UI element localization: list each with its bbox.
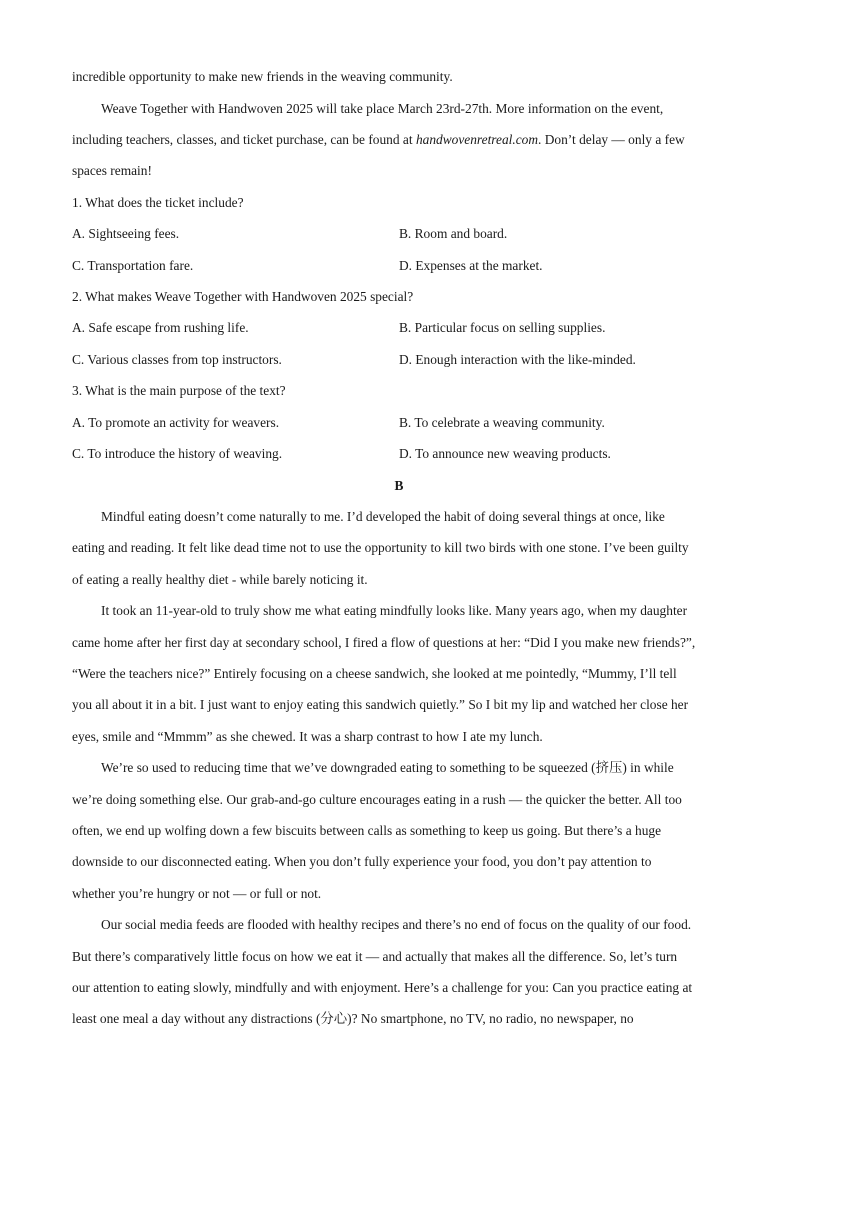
question-stem: 3. What is the main purpose of the text? bbox=[72, 383, 286, 398]
option-d: D. Enough interaction with the like-minded. bbox=[399, 352, 636, 367]
option-d: D. Expenses at the market. bbox=[399, 258, 543, 273]
paragraph-line: eating and reading. It felt like dead time not to use the opportunity to kill two birds with one stone. I’ve been guilty bbox=[72, 540, 689, 555]
option-c: C. To introduce the history of weaving. bbox=[72, 446, 283, 461]
option-c: C. Various classes from top instructors. bbox=[72, 352, 282, 367]
paragraph-line: we’re doing something else. Our grab-and-go culture encourages eating in a rush — the quicker the better. All too bbox=[72, 792, 682, 807]
passage-a-line: including teachers, classes, and ticket purchase, can be found at handwovenretreal.com. Don’t delay — only a few bbox=[72, 132, 685, 147]
option-a: A. Sightseeing fees. bbox=[72, 226, 180, 241]
paragraph-line: whether you’re hungry or not — or full or not. bbox=[72, 886, 322, 901]
option-a: A. To promote an activity for weavers. bbox=[72, 415, 280, 430]
paragraph-line: our attention to eating slowly, mindfully and with enjoyment. Here’s a challenge for you: Can you practice eating at bbox=[72, 980, 693, 995]
passage-a-line: Weave Together with Handwoven 2025 will take place March 23rd-27th. More information on the event, bbox=[101, 101, 664, 116]
paragraph-line: of eating a really healthy diet - while barely noticing it. bbox=[72, 572, 368, 587]
option-b: B. Particular focus on selling supplies. bbox=[399, 320, 606, 335]
option-a: A. Safe escape from rushing life. bbox=[72, 320, 249, 335]
question-stem: 1. What does the ticket include? bbox=[72, 195, 244, 210]
paragraph-line: Mindful eating doesn’t come naturally to me. I’d developed the habit of doing several things at once, like bbox=[101, 509, 665, 524]
paragraph-line: you all about it in a bit. I just want to enjoy eating this sandwich quietly.” So I bit my lip and watched her close her bbox=[72, 697, 689, 712]
paragraph-line: Our social media feeds are flooded with healthy recipes and there’s no end of focus on the quality of our food. bbox=[101, 917, 692, 932]
paragraph-line: downside to our disconnected eating. When you don’t fully experience your food, you don’t pay attention to bbox=[72, 854, 652, 869]
paragraph-line: least one meal a day without any distractions (分心)? No smartphone, no TV, no radio, no newspaper, no bbox=[72, 1011, 634, 1026]
option-d: D. To announce new weaving products. bbox=[399, 446, 611, 461]
option-b: B. Room and board. bbox=[399, 226, 508, 241]
paragraph-line: came home after her first day at secondary school, I fired a flow of questions at her: “Did I you make new friends?”, bbox=[72, 635, 696, 650]
paragraph-line: It took an 11-year-old to truly show me what eating mindfully looks like. Many years ago, when my daughter bbox=[101, 603, 688, 618]
paragraph-line: But there’s comparatively little focus on how we eat it — and actually that makes all the difference. So, let’s turn bbox=[72, 949, 678, 964]
event-website: handwovenretreal.com bbox=[415, 132, 539, 147]
paragraph-line: “Were the teachers nice?” Entirely focusing on a cheese sandwich, she looked at me pointedly, “Mummy, I’ll tell bbox=[72, 666, 677, 681]
paragraph-line: We’re so used to reducing time that we’ve downgraded eating to something to be squeezed (挤压) in while bbox=[101, 760, 674, 775]
passage-a-line: spaces remain! bbox=[72, 163, 152, 178]
option-b: B. To celebrate a weaving community. bbox=[399, 415, 605, 430]
paragraph-line: eyes, smile and “Mmmm” as she chewed. It was a sharp contrast to how I ate my lunch. bbox=[72, 729, 543, 744]
passage-a-line: incredible opportunity to make new friends in the weaving community. bbox=[72, 69, 453, 84]
section-heading: B bbox=[394, 478, 404, 493]
option-c: C. Transportation fare. bbox=[72, 258, 194, 273]
paragraph-line: often, we end up wolfing down a few biscuits between calls as something to keep us going. But there’s a huge bbox=[72, 823, 662, 838]
question-stem: 2. What makes Weave Together with Handwoven 2025 special? bbox=[72, 289, 414, 304]
